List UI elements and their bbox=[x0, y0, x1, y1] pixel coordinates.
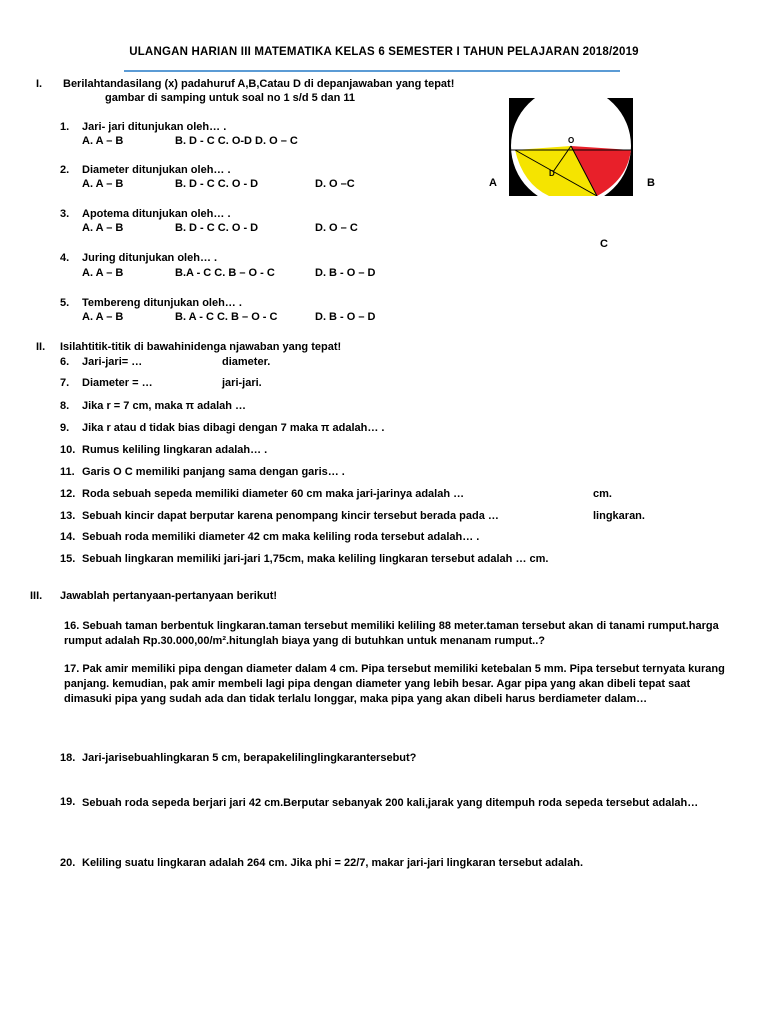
item-text: Sebuah kincir dapat berputar karena penompang kincir tersebut berada pada … bbox=[82, 510, 499, 522]
section-1-heading: Berilahtandasilang (x) padahuruf A,B,Catau D di depanjawaban yang tepat! bbox=[63, 78, 455, 90]
option-bcd: B. D - C C. O-D D. O – C bbox=[175, 135, 298, 147]
figure-top-edge bbox=[509, 96, 633, 98]
section-2-heading: Isilahtitik-titik di bawahinidenga njawaban yang tepat! bbox=[60, 341, 342, 353]
item-number: 7. bbox=[60, 377, 70, 389]
option-a: A. A – B bbox=[82, 222, 124, 234]
option-bc: B. D - C C. O - D bbox=[175, 222, 259, 234]
option-bc: B. A - C C. B – O - C bbox=[175, 311, 278, 323]
option-a: A. A – B bbox=[82, 267, 124, 279]
point-c-label: C bbox=[600, 238, 608, 250]
item-text: Jika r atau d tidak bias dibagi dengan 7 maka π adalah… . bbox=[82, 422, 385, 434]
option-bc: B.A - C C. B – O - C bbox=[175, 267, 275, 279]
question-number: 2. bbox=[60, 164, 70, 176]
item-number: 11. bbox=[60, 466, 75, 478]
point-o-label: O bbox=[568, 136, 575, 145]
item-number: 10. bbox=[60, 444, 76, 456]
item-number: 19. bbox=[60, 796, 76, 808]
option-a: A. A – B bbox=[82, 178, 124, 190]
question-number: 3. bbox=[60, 208, 70, 220]
essay-question-18: Jari-jarisebuahlingkaran 5 cm, berapakelilinglingkarantersebut? bbox=[82, 752, 417, 764]
option-a: A. A – B bbox=[82, 311, 124, 323]
title-underline bbox=[124, 70, 620, 72]
item-tail: diameter. bbox=[222, 356, 271, 368]
item-text: Diameter = … bbox=[82, 377, 153, 389]
question-number: 1. bbox=[60, 121, 70, 133]
option-d: D. O – C bbox=[315, 222, 358, 234]
item-number: 9. bbox=[60, 422, 70, 434]
option-d: D. B - O – D bbox=[315, 267, 376, 279]
option-bc: B. D - C C. O - D bbox=[175, 178, 259, 190]
essay-question-16: 16. Sebuah taman berbentuk lingkaran.taman tersebut memiliki keliling 88 meter.taman tersebut akan di tanami rumput.harga rumput adalah Rp.30.000,00/m².hitunglah biaya yang di butuhkan untuk menanam rumput..? bbox=[64, 620, 719, 647]
item-number: 20. bbox=[60, 857, 76, 869]
item-number: 13. bbox=[60, 510, 76, 522]
option-a: A. A – B bbox=[82, 135, 124, 147]
item-number: 6. bbox=[60, 356, 70, 368]
item-number: 14. bbox=[60, 531, 76, 543]
question-text: Jari- jari ditunjukan oleh… . bbox=[82, 121, 227, 133]
question-text: Juring ditunjukan oleh… . bbox=[82, 252, 218, 264]
item-text: Sebuah lingkaran memiliki jari-jari 1,75cm, maka keliling lingkaran tersebut adalah … cm. bbox=[82, 553, 549, 565]
item-tail: lingkaran. bbox=[593, 510, 645, 522]
option-d: D. B - O – D bbox=[315, 311, 376, 323]
item-text: Garis O C memiliki panjang sama dengan garis… . bbox=[82, 466, 345, 478]
point-a-label: A bbox=[489, 177, 497, 189]
section-1-subheading: gambar di samping untuk soal no 1 s/d 5 dan 11 bbox=[105, 92, 356, 104]
item-text: Jari-jari= … bbox=[82, 356, 143, 368]
question-text: Apotema ditunjukan oleh… . bbox=[82, 208, 231, 220]
item-number: 18. bbox=[60, 752, 76, 764]
item-tail: cm. bbox=[593, 488, 612, 500]
section-2-number: II. bbox=[36, 341, 46, 353]
item-number: 12. bbox=[60, 488, 76, 500]
essay-question-19: Sebuah roda sepeda berjari jari 42 cm.Berputar sebanyak 200 kali,jarak yang ditempuh roda sepeda tersebut adalah… bbox=[82, 797, 699, 809]
item-text: Jika r = 7 cm, maka π adalah … bbox=[82, 400, 247, 412]
point-b-label: B bbox=[647, 177, 655, 189]
item-text: Roda sebuah sepeda memiliki diameter 60 cm maka jari-jarinya adalah … bbox=[82, 488, 465, 500]
circle-figure bbox=[509, 96, 633, 196]
point-d-label: D bbox=[549, 169, 555, 178]
section-1-number: I. bbox=[36, 78, 43, 90]
question-text: Tembereng ditunjukan oleh… . bbox=[82, 297, 242, 309]
section-3-heading: Jawablah pertanyaan-pertanyaan berikut! bbox=[60, 590, 278, 602]
question-text: Diameter ditunjukan oleh… . bbox=[82, 164, 231, 176]
question-number: 4. bbox=[60, 252, 70, 264]
item-text: Rumus keliling lingkaran adalah… . bbox=[82, 444, 268, 456]
item-tail: jari-jari. bbox=[222, 377, 262, 389]
item-number: 15. bbox=[60, 553, 76, 565]
essay-question-17: 17. Pak amir memiliki pipa dengan diameter dalam 4 cm. Pipa tersebut memiliki ketebalan 5 mm. Pipa tersebut ternyata kurang panjang. kemudian, pak amir membeli lagi pipa dengan diameter yang lebih besar. Agar pipa yang akan dibeli tepat saat dimasuki pipa yang sudah ada dan tidak terlalu longgar, maka pipa yang akan dibeli harus berdiameter dalam… bbox=[64, 663, 725, 705]
item-number: 8. bbox=[60, 400, 70, 412]
item-text: Sebuah roda memiliki diameter 42 cm maka keliling roda tersebut adalah… . bbox=[82, 531, 480, 543]
section-3-number: III. bbox=[30, 590, 43, 602]
page-title: ULANGAN HARIAN III MATEMATIKA KELAS 6 SEMESTER I TAHUN PELAJARAN 2018/2019 bbox=[129, 46, 639, 58]
question-number: 5. bbox=[60, 297, 70, 309]
option-d: D. O –C bbox=[315, 178, 355, 190]
essay-question-20: Keliling suatu lingkaran adalah 264 cm. Jika phi = 22/7, makar jari-jari lingkaran tersebut adalah. bbox=[82, 857, 584, 869]
